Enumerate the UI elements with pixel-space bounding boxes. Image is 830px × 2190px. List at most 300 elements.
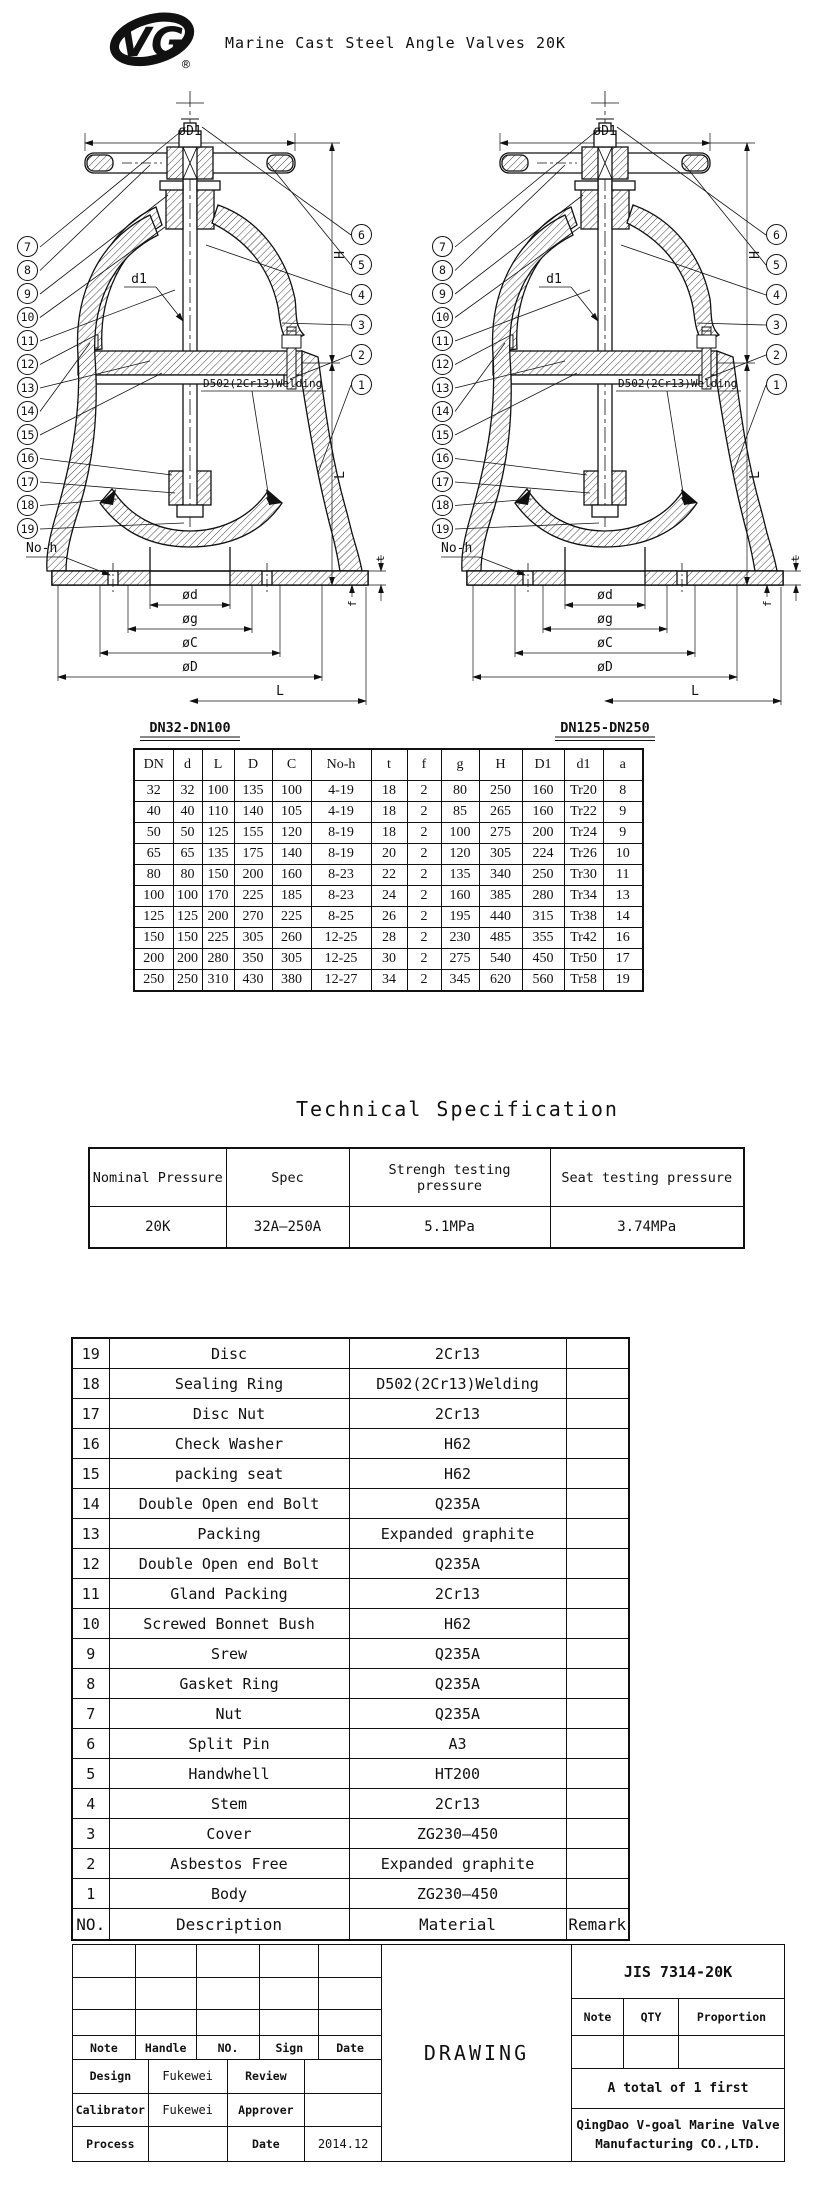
part-row bbox=[72, 1399, 629, 1429]
dim-cell: 8-23 bbox=[311, 886, 371, 907]
dim-cell: Tr22 bbox=[564, 802, 603, 823]
qty-header-row bbox=[572, 1999, 784, 2036]
dim-cell: 280 bbox=[202, 949, 234, 970]
dim-cell: 12-27 bbox=[311, 970, 371, 992]
part-description: Handwhell bbox=[109, 1759, 349, 1789]
head-no: NO. bbox=[197, 2036, 261, 2060]
part-material: H62 bbox=[349, 1459, 566, 1489]
date-label: Date bbox=[228, 2127, 306, 2161]
callout-balloon: 11 bbox=[432, 330, 453, 351]
part-material: Q235A bbox=[349, 1489, 566, 1519]
company-name bbox=[572, 2109, 784, 2161]
dim-cell: 12-25 bbox=[311, 928, 371, 949]
dim-cell: 275 bbox=[479, 823, 522, 844]
dim-cell: 540 bbox=[479, 949, 522, 970]
dim-cell: 430 bbox=[234, 970, 272, 992]
dim-cell: 85 bbox=[441, 802, 479, 823]
dim-cell: 310 bbox=[202, 970, 234, 992]
part-description: Gland Packing bbox=[109, 1579, 349, 1609]
callout-balloon: 17 bbox=[17, 471, 38, 492]
part-description: Disc Nut bbox=[109, 1399, 349, 1429]
dim-cell: 450 bbox=[522, 949, 564, 970]
dim-cell: 150 bbox=[202, 865, 234, 886]
part-remark bbox=[566, 1759, 629, 1789]
dim-header-cell: D1 bbox=[522, 749, 564, 781]
part-remark bbox=[566, 1819, 629, 1849]
dim-cell: 280 bbox=[522, 886, 564, 907]
part-row bbox=[72, 1789, 629, 1819]
dim-label-d1-top: øD1 bbox=[178, 124, 202, 139]
part-row bbox=[72, 1669, 629, 1699]
callout-balloon: 15 bbox=[432, 424, 453, 445]
callout-balloon: 7 bbox=[17, 236, 38, 257]
part-description: Stem bbox=[109, 1789, 349, 1819]
dim-row bbox=[134, 781, 643, 802]
holes-label: No-h bbox=[26, 541, 58, 556]
weld-note: D502(2Cr13)Welding bbox=[618, 377, 738, 390]
callout-balloon: 18 bbox=[432, 495, 453, 516]
process-name bbox=[149, 2127, 228, 2161]
dim-cell: 225 bbox=[202, 928, 234, 949]
part-no: 7 bbox=[72, 1699, 109, 1729]
dim-cell: 18 bbox=[371, 781, 407, 802]
dim-cell: Tr26 bbox=[564, 844, 603, 865]
spec-header-cell: Strengh testing pressure bbox=[349, 1148, 550, 1207]
dimension-table bbox=[133, 748, 644, 992]
dim-cell: 32 bbox=[134, 781, 173, 802]
head-note: Note bbox=[73, 2036, 136, 2060]
callout-balloon: 10 bbox=[432, 307, 453, 328]
callout-column-left bbox=[17, 236, 38, 539]
logo-letters: VG bbox=[119, 17, 185, 66]
part-remark bbox=[566, 1489, 629, 1519]
dim-header-cell: a bbox=[603, 749, 643, 781]
part-remark bbox=[566, 1789, 629, 1819]
dim-header-cell: d1 bbox=[564, 749, 603, 781]
dim-cell: 250 bbox=[479, 781, 522, 802]
part-row bbox=[72, 1819, 629, 1849]
callout-balloon: 7 bbox=[432, 236, 453, 257]
parts-footer-remark: Remark bbox=[566, 1909, 629, 1941]
callout-balloon: 6 bbox=[766, 224, 787, 245]
calibrator-label: Calibrator bbox=[73, 2094, 149, 2128]
dim-cell: Tr20 bbox=[564, 781, 603, 802]
dim-cell: 34 bbox=[371, 970, 407, 992]
dim-cell: 8-25 bbox=[311, 907, 371, 928]
dim-cell: 10 bbox=[603, 844, 643, 865]
dim-cell: 65 bbox=[134, 844, 173, 865]
dim-cell: 155 bbox=[234, 823, 272, 844]
dim-cell: 120 bbox=[272, 823, 311, 844]
dim-cell: Tr50 bbox=[564, 949, 603, 970]
part-no: 17 bbox=[72, 1399, 109, 1429]
callout-balloon: 16 bbox=[17, 448, 38, 469]
callout-balloon: 5 bbox=[766, 254, 787, 275]
title-block bbox=[72, 1944, 785, 2162]
dim-header-cell: H bbox=[479, 749, 522, 781]
part-row bbox=[72, 1369, 629, 1399]
process-label: Process bbox=[73, 2127, 149, 2161]
drawing-caption: DN32-DN100 bbox=[149, 720, 231, 736]
callout-balloon: 2 bbox=[766, 344, 787, 365]
head-date: Date bbox=[319, 2036, 381, 2060]
part-row bbox=[72, 1879, 629, 1909]
part-material: A3 bbox=[349, 1729, 566, 1759]
tech-spec-title: Technical Specification bbox=[296, 1097, 619, 1121]
dim-cell: Tr24 bbox=[564, 823, 603, 844]
dim-cell: 22 bbox=[371, 865, 407, 886]
dim-cell: 8-23 bbox=[311, 865, 371, 886]
dim-cell: 345 bbox=[441, 970, 479, 992]
part-row bbox=[72, 1338, 629, 1369]
part-material: H62 bbox=[349, 1429, 566, 1459]
dim-cell: Tr42 bbox=[564, 928, 603, 949]
dim-cell: 350 bbox=[234, 949, 272, 970]
dim-cell: 24 bbox=[371, 886, 407, 907]
dim-cell: 80 bbox=[173, 865, 202, 886]
dim-label-d1-top: øD1 bbox=[593, 124, 617, 139]
dim-cell: Tr58 bbox=[564, 970, 603, 992]
callout-balloon: 18 bbox=[17, 495, 38, 516]
dim-cell: 100 bbox=[134, 886, 173, 907]
part-material: Expanded graphite bbox=[349, 1519, 566, 1549]
standard-designation: JIS 7314-20K bbox=[572, 1945, 784, 1999]
dim-label-h: H bbox=[333, 251, 348, 259]
dim-header-row bbox=[134, 749, 643, 781]
dim-cell: 2 bbox=[407, 781, 441, 802]
part-description: Packing bbox=[109, 1519, 349, 1549]
dim-cell: 125 bbox=[134, 907, 173, 928]
dim-cell: 305 bbox=[272, 949, 311, 970]
part-no: 4 bbox=[72, 1789, 109, 1819]
part-description: Sealing Ring bbox=[109, 1369, 349, 1399]
part-remark bbox=[566, 1399, 629, 1429]
dim-cell: 9 bbox=[603, 802, 643, 823]
callout-balloon: 10 bbox=[17, 307, 38, 328]
dim-cell: 440 bbox=[479, 907, 522, 928]
dim-cell: 200 bbox=[522, 823, 564, 844]
callout-balloon: 2 bbox=[351, 344, 372, 365]
dim-cell: 135 bbox=[202, 844, 234, 865]
holes-label: No-h bbox=[441, 541, 473, 556]
dim-cell: 200 bbox=[202, 907, 234, 928]
dim-cell: 355 bbox=[522, 928, 564, 949]
dim-label-d: ød bbox=[182, 588, 198, 603]
dim-header-cell: No-h bbox=[311, 749, 371, 781]
part-row bbox=[72, 1459, 629, 1489]
dim-cell: 105 bbox=[272, 802, 311, 823]
callout-balloon: 8 bbox=[432, 260, 453, 281]
dim-cell: 160 bbox=[272, 865, 311, 886]
tech-spec-header-row bbox=[89, 1148, 744, 1207]
part-material: Q235A bbox=[349, 1699, 566, 1729]
callout-balloon: 6 bbox=[351, 224, 372, 245]
dim-header-cell: C bbox=[272, 749, 311, 781]
part-no: 9 bbox=[72, 1639, 109, 1669]
process-row bbox=[73, 2127, 381, 2161]
dim-label-c: øC bbox=[182, 636, 198, 651]
title-block-right bbox=[572, 1945, 784, 2161]
part-material: 2Cr13 bbox=[349, 1579, 566, 1609]
part-material: ZG230—450 bbox=[349, 1819, 566, 1849]
dim-label-f: f bbox=[761, 600, 774, 607]
part-row bbox=[72, 1729, 629, 1759]
title-block-middle bbox=[382, 1945, 572, 2161]
dim-cell: 140 bbox=[272, 844, 311, 865]
part-remark bbox=[566, 1429, 629, 1459]
dim-row bbox=[134, 949, 643, 970]
title-block-left bbox=[73, 1945, 382, 2161]
spec-value-cell: 3.74MPa bbox=[550, 1207, 744, 1249]
dim-label-g: øg bbox=[597, 612, 613, 627]
page-title: Marine Cast Steel Angle Valves 20K bbox=[225, 34, 567, 52]
dim-cell: 170 bbox=[202, 886, 234, 907]
head-sign: Sign bbox=[260, 2036, 319, 2060]
dim-cell: 250 bbox=[522, 865, 564, 886]
part-material: Q235A bbox=[349, 1639, 566, 1669]
dim-label-f: f bbox=[346, 600, 359, 607]
dim-cell: 8 bbox=[603, 781, 643, 802]
company-line1: QingDao V-goal Marine Valve bbox=[576, 2117, 780, 2133]
part-no: 11 bbox=[72, 1579, 109, 1609]
dim-label-t: t bbox=[374, 555, 387, 562]
callout-balloon: 1 bbox=[351, 374, 372, 395]
valve-drawing-dn32-dn100 bbox=[0, 85, 415, 745]
part-description: Double Open end Bolt bbox=[109, 1549, 349, 1579]
dim-label-g: øg bbox=[182, 612, 198, 627]
part-row bbox=[72, 1579, 629, 1609]
approver-name bbox=[305, 2094, 381, 2128]
dim-cell: 9 bbox=[603, 823, 643, 844]
dim-cell: 19 bbox=[603, 970, 643, 992]
part-no: 10 bbox=[72, 1609, 109, 1639]
dim-header-cell: D bbox=[234, 749, 272, 781]
part-material: Q235A bbox=[349, 1669, 566, 1699]
dim-cell: 305 bbox=[479, 844, 522, 865]
dim-cell: 2 bbox=[407, 928, 441, 949]
spec-header-cell: Seat testing pressure bbox=[550, 1148, 744, 1207]
dim-label-bigd: øD bbox=[182, 660, 198, 675]
dim-row bbox=[134, 823, 643, 844]
dim-row bbox=[134, 886, 643, 907]
dim-cell: 140 bbox=[234, 802, 272, 823]
dim-header-cell: DN bbox=[134, 749, 173, 781]
part-remark bbox=[566, 1879, 629, 1909]
dim-cell: 225 bbox=[234, 886, 272, 907]
dim-header-cell: d bbox=[173, 749, 202, 781]
dim-cell: 80 bbox=[441, 781, 479, 802]
dim-cell: Tr30 bbox=[564, 865, 603, 886]
dim-cell: Tr34 bbox=[564, 886, 603, 907]
approver-label: Approver bbox=[228, 2094, 306, 2128]
dim-cell: 8-19 bbox=[311, 823, 371, 844]
part-remark bbox=[566, 1669, 629, 1699]
part-row bbox=[72, 1639, 629, 1669]
dim-cell: 17 bbox=[603, 949, 643, 970]
part-remark bbox=[566, 1729, 629, 1759]
header bbox=[0, 0, 830, 85]
callout-balloon: 12 bbox=[432, 354, 453, 375]
dim-cell: 2 bbox=[407, 886, 441, 907]
dim-header-cell: t bbox=[371, 749, 407, 781]
dim-row bbox=[134, 865, 643, 886]
dim-label-c: øC bbox=[597, 636, 613, 651]
dim-cell: 620 bbox=[479, 970, 522, 992]
dim-cell: 11 bbox=[603, 865, 643, 886]
dim-cell: 185 bbox=[272, 886, 311, 907]
part-description: Disc bbox=[109, 1338, 349, 1369]
dim-cell: 2 bbox=[407, 823, 441, 844]
dim-header-cell: g bbox=[441, 749, 479, 781]
part-material: Expanded graphite bbox=[349, 1849, 566, 1879]
part-no: 19 bbox=[72, 1338, 109, 1369]
part-remark bbox=[566, 1579, 629, 1609]
dim-cell: 100 bbox=[202, 781, 234, 802]
parts-footer-row bbox=[72, 1909, 629, 1941]
part-row bbox=[72, 1849, 629, 1879]
calibrator-name: Fukewei bbox=[149, 2094, 228, 2128]
callout-column-left bbox=[432, 236, 453, 539]
callout-balloon: 8 bbox=[17, 260, 38, 281]
part-no: 12 bbox=[72, 1549, 109, 1579]
callout-balloon: 11 bbox=[17, 330, 38, 351]
dim-cell: 18 bbox=[371, 802, 407, 823]
part-description: Nut bbox=[109, 1699, 349, 1729]
part-material: Q235A bbox=[349, 1549, 566, 1579]
part-no: 18 bbox=[72, 1369, 109, 1399]
dim-cell: 16 bbox=[603, 928, 643, 949]
part-row bbox=[72, 1429, 629, 1459]
dim-cell: 305 bbox=[234, 928, 272, 949]
dim-cell: 2 bbox=[407, 970, 441, 992]
dim-cell: 100 bbox=[441, 823, 479, 844]
parts-list-table bbox=[71, 1337, 630, 1941]
head-handle: Handle bbox=[136, 2036, 197, 2060]
dim-cell: 65 bbox=[173, 844, 202, 865]
dim-cell: 20 bbox=[371, 844, 407, 865]
dim-cell: 160 bbox=[441, 886, 479, 907]
part-material: 2Cr13 bbox=[349, 1789, 566, 1819]
sheet-total: A total of 1 first bbox=[572, 2069, 784, 2109]
part-remark bbox=[566, 1519, 629, 1549]
part-description: packing seat bbox=[109, 1459, 349, 1489]
dim-cell: 224 bbox=[522, 844, 564, 865]
spec-value-cell: 20K bbox=[89, 1207, 226, 1249]
dim-cell: 125 bbox=[202, 823, 234, 844]
design-label: Design bbox=[73, 2060, 149, 2094]
dim-cell: 200 bbox=[234, 865, 272, 886]
dim-cell: 125 bbox=[173, 907, 202, 928]
callout-balloon: 13 bbox=[17, 377, 38, 398]
dim-row bbox=[134, 907, 643, 928]
part-row bbox=[72, 1759, 629, 1789]
dim-cell: 485 bbox=[479, 928, 522, 949]
dim-cell: 32 bbox=[173, 781, 202, 802]
dim-cell: 120 bbox=[441, 844, 479, 865]
part-no: 1 bbox=[72, 1879, 109, 1909]
part-no: 14 bbox=[72, 1489, 109, 1519]
part-row bbox=[72, 1549, 629, 1579]
part-no: 3 bbox=[72, 1819, 109, 1849]
dim-row bbox=[134, 844, 643, 865]
dim-cell: 175 bbox=[234, 844, 272, 865]
dim-cell: 195 bbox=[441, 907, 479, 928]
dim-cell: 30 bbox=[371, 949, 407, 970]
dim-cell: 8-19 bbox=[311, 844, 371, 865]
part-row bbox=[72, 1699, 629, 1729]
parts-footer-description: Description bbox=[109, 1909, 349, 1941]
dim-cell: 250 bbox=[173, 970, 202, 992]
part-remark bbox=[566, 1699, 629, 1729]
callout-balloon: 12 bbox=[17, 354, 38, 375]
part-material: H62 bbox=[349, 1609, 566, 1639]
dim-cell: 270 bbox=[234, 907, 272, 928]
dim-cell: 2 bbox=[407, 865, 441, 886]
valve-section-view bbox=[415, 85, 830, 745]
part-material: HT200 bbox=[349, 1759, 566, 1789]
weld-note: D502(2Cr13)Welding bbox=[203, 377, 323, 390]
part-remark bbox=[566, 1369, 629, 1399]
part-remark bbox=[566, 1338, 629, 1369]
dim-cell: 380 bbox=[272, 970, 311, 992]
part-material: 2Cr13 bbox=[349, 1338, 566, 1369]
part-no: 5 bbox=[72, 1759, 109, 1789]
valve-drawing-dn125-dn250 bbox=[415, 85, 830, 745]
dim-cell: 18 bbox=[371, 823, 407, 844]
parts-footer-material: Material bbox=[349, 1909, 566, 1941]
dim-cell: 50 bbox=[134, 823, 173, 844]
part-description: Check Washer bbox=[109, 1429, 349, 1459]
dim-cell: 260 bbox=[272, 928, 311, 949]
spec-value-cell: 5.1MPa bbox=[349, 1207, 550, 1249]
dim-cell: 340 bbox=[479, 865, 522, 886]
callout-balloon: 5 bbox=[351, 254, 372, 275]
part-no: 13 bbox=[72, 1519, 109, 1549]
part-no: 6 bbox=[72, 1729, 109, 1759]
dim-header-cell: L bbox=[202, 749, 234, 781]
date-value: 2014.12 bbox=[317, 2137, 369, 2152]
valve-drawings bbox=[0, 85, 830, 745]
review-name bbox=[305, 2060, 381, 2094]
dim-label-stem: d1 bbox=[546, 272, 562, 287]
dim-label-l-bottom: L bbox=[691, 684, 699, 699]
dim-cell: 110 bbox=[202, 802, 234, 823]
dim-label-d: ød bbox=[597, 588, 613, 603]
part-description: Body bbox=[109, 1879, 349, 1909]
dim-cell: 385 bbox=[479, 886, 522, 907]
part-material: 2Cr13 bbox=[349, 1399, 566, 1429]
dim-cell: 4-19 bbox=[311, 802, 371, 823]
dim-cell: 100 bbox=[173, 886, 202, 907]
dim-cell: 230 bbox=[441, 928, 479, 949]
dim-label-l-bottom: L bbox=[276, 684, 284, 699]
dim-row bbox=[134, 928, 643, 949]
part-description: Split Pin bbox=[109, 1729, 349, 1759]
registered-mark: ® bbox=[182, 58, 190, 73]
part-remark bbox=[566, 1849, 629, 1879]
dim-label-l-vert: L bbox=[333, 471, 348, 479]
dim-cell: 150 bbox=[134, 928, 173, 949]
title-block-head-row bbox=[73, 2036, 381, 2060]
dim-cell: 26 bbox=[371, 907, 407, 928]
dim-cell: 40 bbox=[134, 802, 173, 823]
qty-label: QTY bbox=[624, 1999, 679, 2035]
dim-row bbox=[134, 970, 643, 992]
dim-cell: 2 bbox=[407, 907, 441, 928]
dim-cell: 13 bbox=[603, 886, 643, 907]
callout-balloon: 3 bbox=[766, 314, 787, 335]
part-no: 8 bbox=[72, 1669, 109, 1699]
